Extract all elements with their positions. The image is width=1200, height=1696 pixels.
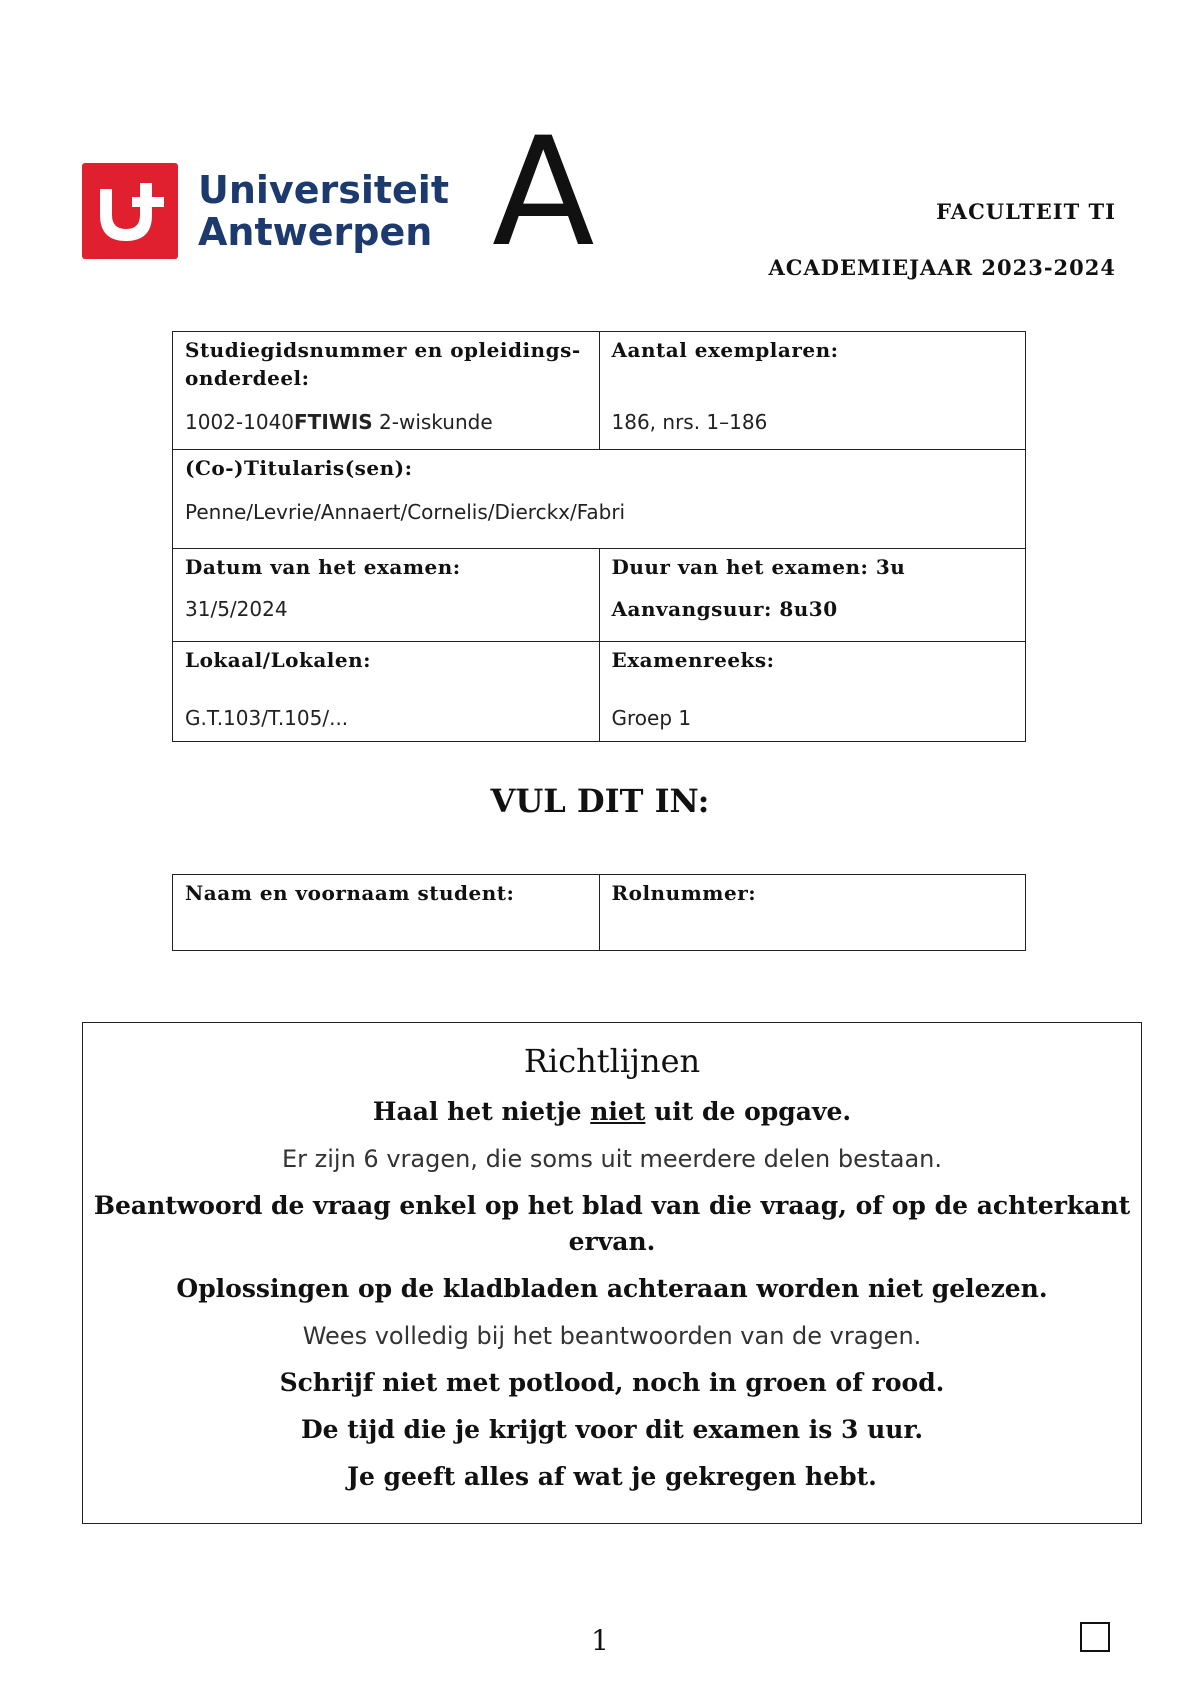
page-checkbox[interactable] (1080, 1622, 1110, 1652)
series-value: Groep 1 (611, 706, 692, 730)
student-name-label: Naam en voornaam student: (185, 881, 515, 905)
guideline-pen-color: Schrijf niet met potlood, noch in groen of rood. (279, 1368, 945, 1397)
titular-cell (173, 450, 1026, 549)
university-logo (82, 163, 449, 259)
course-label: Studiegidsnummer en opleidings-onderdeel: (185, 338, 581, 390)
guideline-scratch-paper: Oplossingen op de kladbladen achteraan worden niet gelezen. (176, 1274, 1048, 1303)
roll-number-field[interactable] (599, 875, 1026, 951)
guidelines-title: Richtlijnen (523, 1042, 701, 1080)
copies-value: 186, nrs. 1–186 (611, 410, 768, 434)
duration-cell (599, 549, 1026, 642)
student-info-table (172, 874, 1026, 951)
fill-in-title: VUL DIT IN: (490, 782, 710, 820)
course-cell (173, 332, 600, 450)
copies-label: Aantal exemplaren: (611, 338, 839, 362)
date-label: Datum van het examen: (185, 555, 461, 579)
duration-label: Duur van het examen: 3u (611, 555, 906, 579)
guideline-answer-location: Beantwoord de vraag enkel op het blad van die vraag, of op de achterkant ervan. (93, 1191, 1131, 1256)
guideline-duration: De tijd die je krijgt voor dit examen is 3 uur. (300, 1415, 924, 1444)
series-cell (599, 642, 1026, 742)
university-logo-mark (82, 163, 178, 259)
exam-info-table (172, 331, 1026, 742)
start-time-label: Aanvangsuur: 8u30 (611, 597, 838, 621)
guideline-staple: Haal het nietje niet uit de opgave. (372, 1097, 852, 1126)
roll-number-label: Rolnummer: (611, 881, 757, 905)
course-value: 1002-1040FTIWIS 2-wiskunde (185, 410, 493, 434)
room-cell (173, 642, 600, 742)
exam-version-letter: A (492, 106, 595, 280)
student-name-field[interactable] (173, 875, 600, 951)
guidelines-box (82, 1022, 1142, 1524)
page-number: 1 (591, 1624, 609, 1657)
copies-cell (599, 332, 1026, 450)
room-label: Lokaal/Lokalen: (185, 648, 372, 672)
university-name: Universiteit Antwerpen (198, 168, 449, 254)
titular-label: (Co-)Titularis(sen): (185, 456, 413, 480)
guideline-completeness: Wees volledig bij het beantwoorden van de vragen. (302, 1322, 922, 1350)
date-value: 31/5/2024 (185, 597, 288, 621)
faculty-name: FACULTEIT TI (936, 199, 1116, 224)
guideline-hand-in: Je geeft alles af wat je gekregen hebt. (347, 1462, 877, 1491)
academic-year: ACADEMIEJAAR 2023-2024 (768, 255, 1116, 280)
series-label: Examenreeks: (611, 648, 775, 672)
room-value: G.T.103/T.105/... (185, 706, 349, 730)
guideline-question-count: Er zijn 6 vragen, die soms uit meerdere delen bestaan. (281, 1145, 943, 1173)
date-cell (173, 549, 600, 642)
titular-value: Penne/Levrie/Annaert/Cornelis/Dierckx/Fabri (185, 500, 626, 524)
